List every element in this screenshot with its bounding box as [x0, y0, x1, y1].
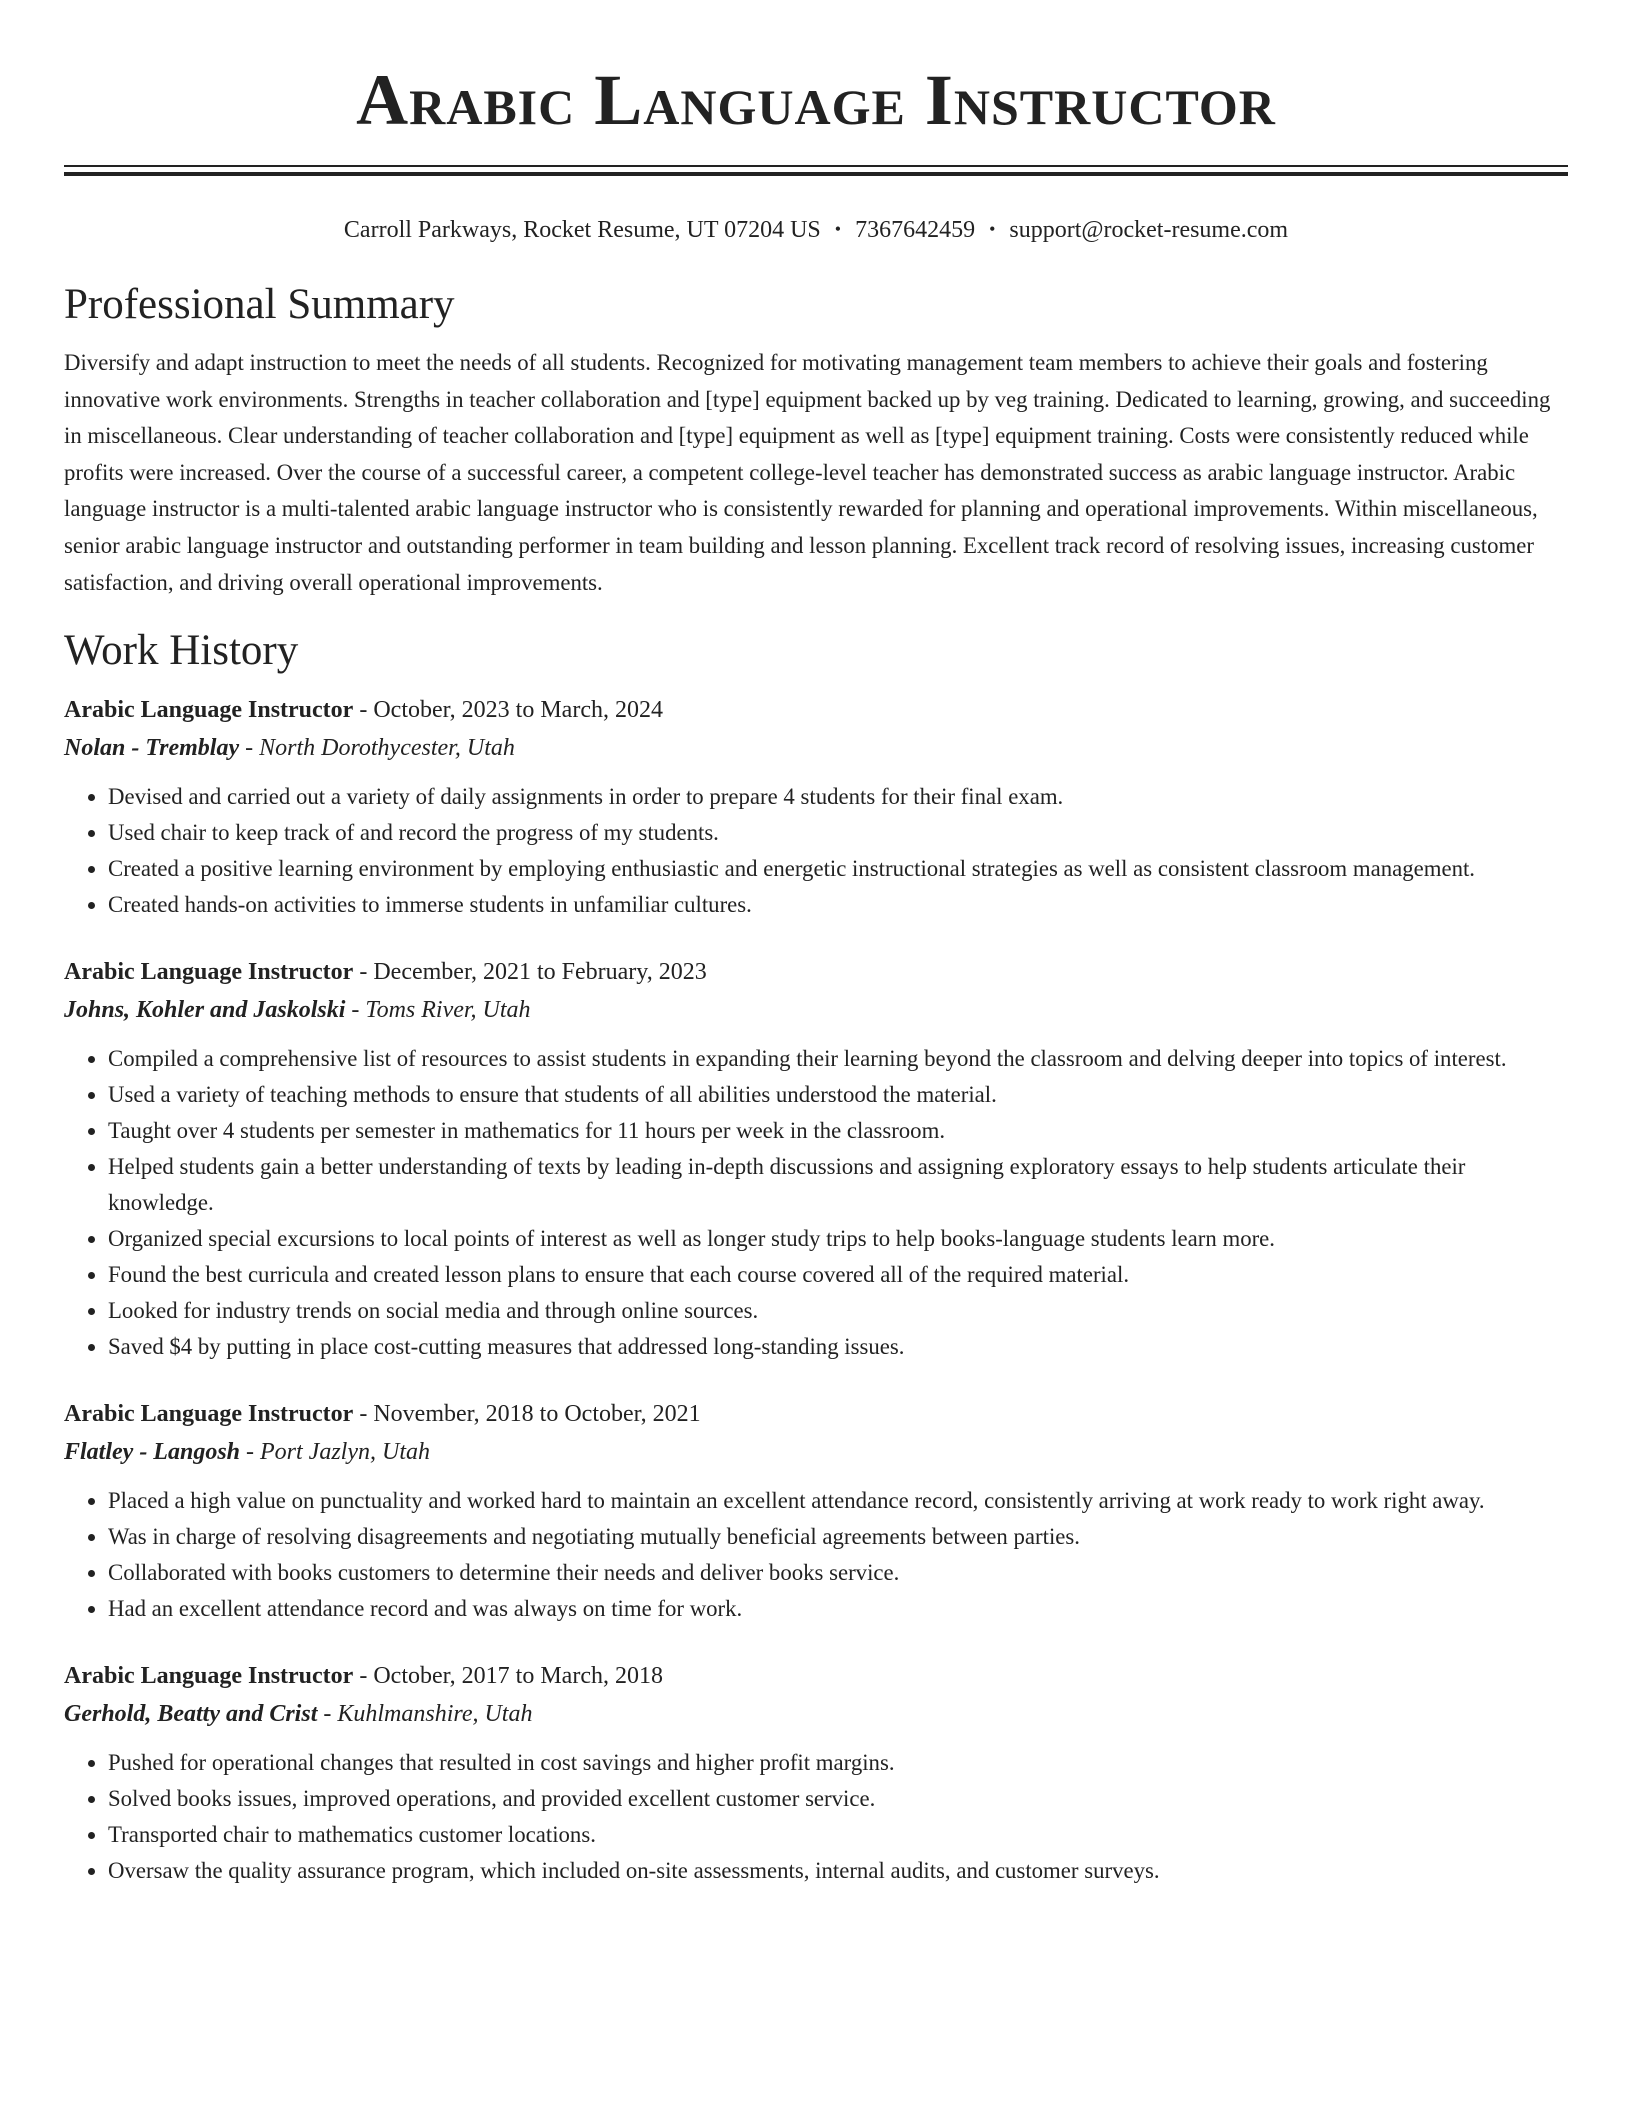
- dash-separator: -: [353, 1663, 374, 1690]
- duty-item: • Had an excellent attendance record and was always on time for work.: [108, 1591, 1568, 1627]
- dash-separator: -: [240, 1439, 261, 1466]
- job-entry: [64, 691, 1568, 923]
- job-dates: November, 2018 to October, 2021: [373, 1401, 701, 1428]
- duty-item: • Placed a high value on punctuality and worked hard to maintain an excellent attendance record, consistently arriving at work ready to work right away.: [108, 1483, 1568, 1519]
- duty-item: • Collaborated with books customers to determine their needs and deliver books service.: [108, 1555, 1568, 1591]
- company-line: [64, 991, 1568, 1029]
- dash-separator: -: [353, 697, 374, 724]
- job-title-line: [64, 691, 1568, 729]
- company-name: Johns, Kohler and Jaskolski: [64, 997, 346, 1024]
- company-name: Flatley - Langosh: [64, 1439, 241, 1466]
- job-location: North Dorothycester, Utah: [259, 735, 515, 762]
- job-entry: [64, 1395, 1568, 1627]
- contact-phone: 7367642459: [855, 217, 976, 243]
- company-line: [64, 729, 1568, 767]
- dash-separator: -: [345, 997, 366, 1024]
- contact-email: support@rocket-resume.com: [1009, 217, 1289, 243]
- duties-list: [64, 1041, 1568, 1365]
- summary-text: Diversify and adapt instruction to meet the needs of all students. Recognized for motivating management team members to achieve their goals and fostering innovative work environments. Strengths in teacher collaboration and [type] equipment backed up by veg training. Dedicated to learning, growing, and succeeding in miscellaneous. Clear understanding of teacher collaboration and [type] equipment as well as [type] equipment training. Costs were consistently reduced while profits were increased. Over the course of a successful career, a competent college-level teacher has demonstrated success as arabic language instructor. Arabic language instructor is a multi-talented arabic language instructor who is consistently rewarded for planning and operational improvements. Within miscellaneous, senior arabic language instructor and outstanding performer in team building and lesson planning. Excellent track record of resolving issues, increasing customer satisfaction, and driving overall operational improvements.: [64, 350, 1551, 595]
- duty-item: • Looked for industry trends on social media and through online sources.: [108, 1293, 1568, 1329]
- dash-separator: -: [239, 735, 260, 762]
- duty-item: • Organized special excursions to local points of interest as well as longer study trips to help books-language students learn more.: [108, 1221, 1568, 1257]
- contact-address: Carroll Parkways, Rocket Resume, UT 07204 US: [343, 217, 821, 243]
- summary-heading: Professional Summary: [64, 281, 455, 328]
- contact-separator: •: [989, 219, 996, 239]
- duties-list: [64, 1745, 1568, 1889]
- duty-item: • Compiled a comprehensive list of resources to assist students in expanding their learning beyond the classroom and delving deeper into topics of interest.: [108, 1041, 1568, 1077]
- duty-item: • Was in charge of resolving disagreements and negotiating mutually beneficial agreements between parties.: [108, 1519, 1568, 1555]
- duty-item: • Created hands-on activities to immerse students in unfamiliar cultures.: [108, 887, 1568, 923]
- job-title: Arabic Language Instructor: [64, 1401, 354, 1428]
- contact-line: [64, 214, 1568, 247]
- duties-list: [64, 1483, 1568, 1627]
- job-location: Toms River, Utah: [365, 997, 531, 1024]
- job-title: Arabic Language Instructor: [64, 959, 354, 986]
- dash-separator: -: [353, 959, 374, 986]
- dash-separator: -: [353, 1401, 374, 1428]
- company-line: [64, 1433, 1568, 1471]
- company-name: Gerhold, Beatty and Crist: [64, 1701, 318, 1728]
- work-history-list: [64, 691, 1568, 1889]
- job-title: Arabic Language Instructor: [64, 1663, 354, 1690]
- duty-item: • Helped students gain a better understanding of texts by leading in-depth discussions and assigning exploratory essays to help students articulate their knowledge.: [108, 1149, 1568, 1221]
- duty-item: • Oversaw the quality assurance program, which included on-site assessments, internal audits, and customer surveys.: [108, 1853, 1568, 1889]
- duty-item: • Found the best curricula and created lesson plans to ensure that each course covered all of the required material.: [108, 1257, 1568, 1293]
- duty-item: • Devised and carried out a variety of daily assignments in order to prepare 4 students for their final exam.: [108, 779, 1568, 815]
- work-history-heading: Work History: [64, 627, 299, 675]
- resume-title: Arabic Language Instructor: [356, 60, 1276, 140]
- company-name: Nolan - Tremblay: [64, 735, 240, 762]
- header-double-rule: [64, 165, 1568, 176]
- job-title: Arabic Language Instructor: [64, 697, 354, 724]
- duty-item: • Saved $4 by putting in place cost-cutting measures that addressed long-standing issues.: [108, 1329, 1568, 1365]
- job-title-line: [64, 1657, 1568, 1695]
- contact-separator: •: [834, 219, 842, 239]
- job-entry: [64, 1657, 1568, 1889]
- job-dates: December, 2021 to February, 2023: [373, 959, 707, 986]
- duty-item: • Transported chair to mathematics customer locations.: [108, 1817, 1568, 1853]
- job-location: Port Jazlyn, Utah: [260, 1439, 430, 1466]
- duty-item: • Created a positive learning environment by employing enthusiastic and energetic instructional strategies as well as consistent classroom management.: [108, 851, 1568, 887]
- duty-item: • Taught over 4 students per semester in mathematics for 11 hours per week in the classroom.: [108, 1113, 1568, 1149]
- company-line: [64, 1695, 1568, 1733]
- duty-item: • Solved books issues, improved operations, and provided excellent customer service.: [108, 1781, 1568, 1817]
- job-dates: October, 2017 to March, 2018: [373, 1663, 663, 1690]
- dash-separator: -: [317, 1701, 338, 1728]
- duty-item: • Used a variety of teaching methods to ensure that students of all abilities understood the material.: [108, 1077, 1568, 1113]
- duty-item: • Pushed for operational changes that resulted in cost savings and higher profit margins.: [108, 1745, 1568, 1781]
- duty-item: • Used chair to keep track of and record the progress of my students.: [108, 815, 1568, 851]
- job-entry: [64, 953, 1568, 1365]
- job-title-line: [64, 953, 1568, 991]
- job-dates: October, 2023 to March, 2024: [373, 697, 663, 724]
- job-location: Kuhlmanshire, Utah: [337, 1701, 533, 1728]
- job-title-line: [64, 1395, 1568, 1433]
- duties-list: [64, 779, 1568, 923]
